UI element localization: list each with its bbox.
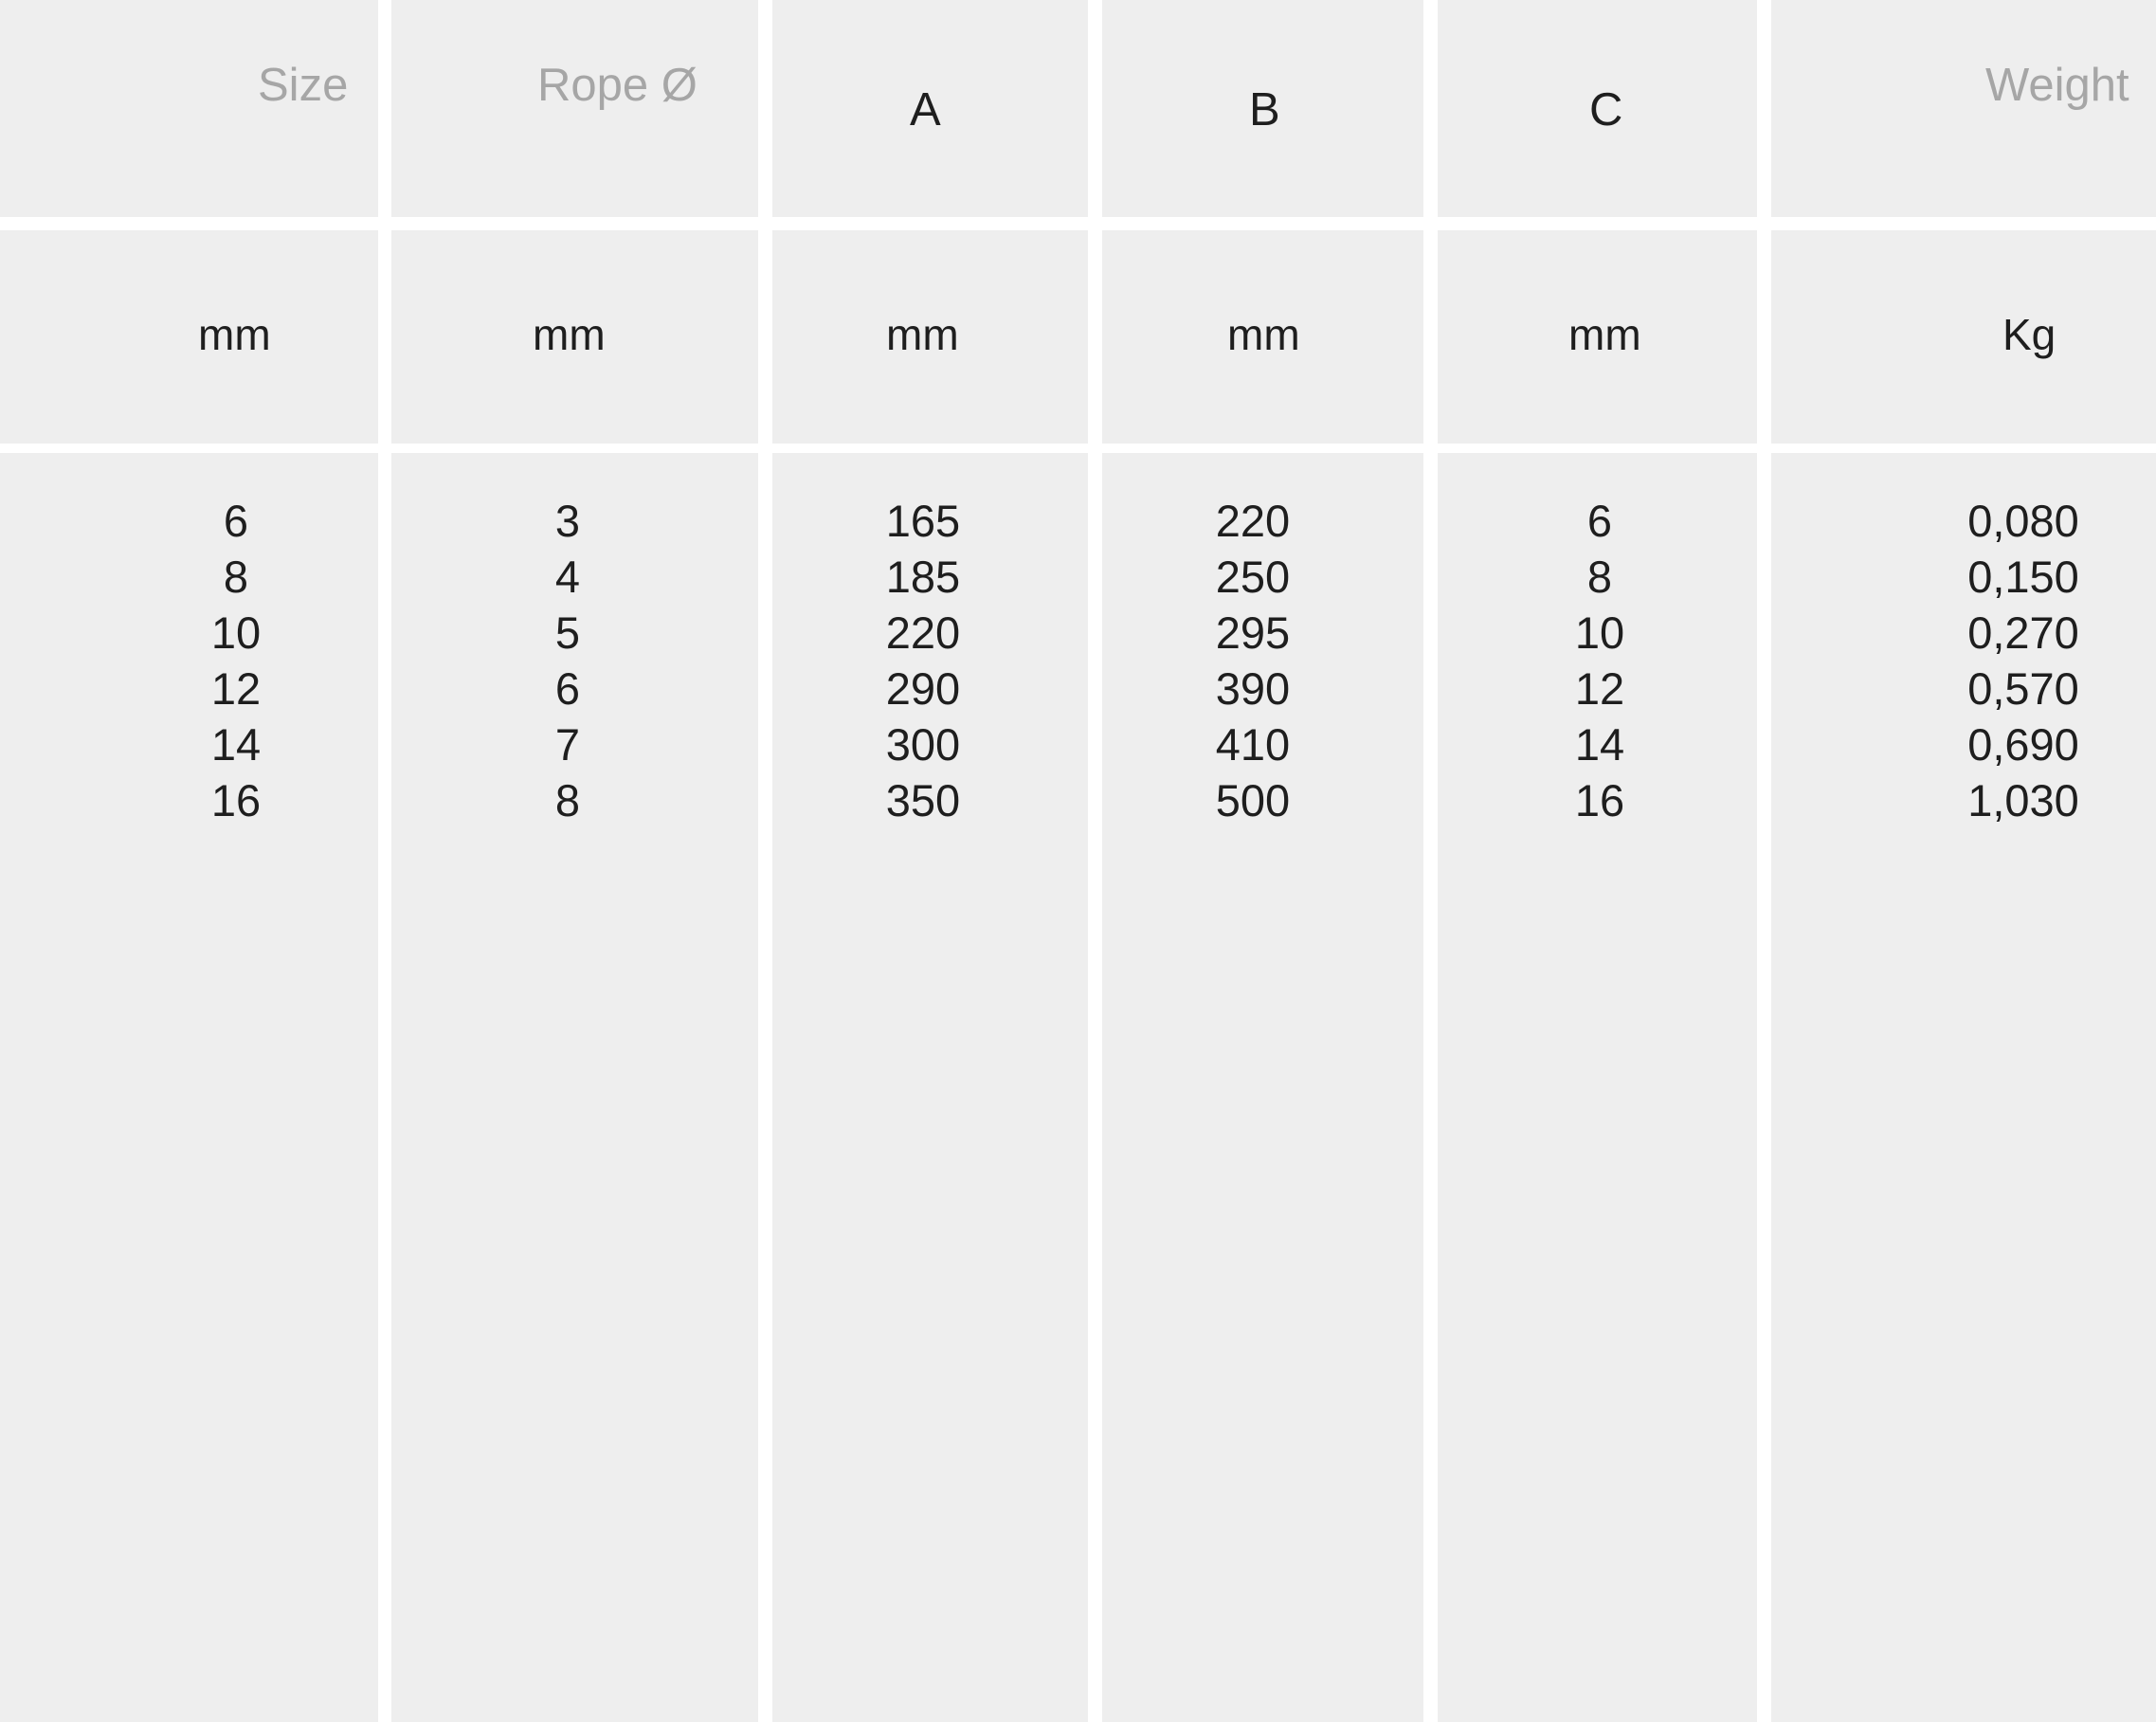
table-cell: 12 xyxy=(1574,663,1625,714)
table-cell: 6 xyxy=(1586,496,1613,546)
table-cell: 290 xyxy=(885,663,961,714)
column-c-values xyxy=(1552,493,1647,828)
table-cell: 250 xyxy=(1215,552,1291,602)
table-cell: 5 xyxy=(554,607,581,658)
table-cell: 16 xyxy=(1574,775,1625,825)
table-cell: 7 xyxy=(554,719,581,770)
column-a-values xyxy=(866,493,980,828)
table-cell: 0,270 xyxy=(1967,607,2079,658)
unit-weight: Kg xyxy=(2002,310,2056,359)
table-cell: 1,030 xyxy=(1967,775,2079,825)
table-cell: 4 xyxy=(554,552,581,602)
table-cell: 10 xyxy=(1574,607,1625,658)
column-size-values xyxy=(189,493,283,828)
table-cell: 6 xyxy=(554,663,581,714)
table-cell: 8 xyxy=(223,552,249,602)
table-cell: 12 xyxy=(210,663,262,714)
table-cell: 300 xyxy=(885,719,961,770)
header-a: A xyxy=(910,84,941,136)
unit-c: mm xyxy=(1568,310,1641,359)
unit-rope-diameter: mm xyxy=(533,310,606,359)
table-cell: 350 xyxy=(885,775,961,825)
table-cell: 500 xyxy=(1215,775,1291,825)
table-cell: 14 xyxy=(1574,719,1625,770)
table-cell: 410 xyxy=(1215,719,1291,770)
unit-b: mm xyxy=(1227,310,1300,359)
header-c: C xyxy=(1589,84,1623,136)
table-cell: 8 xyxy=(1586,552,1613,602)
header-weight: Weight xyxy=(1985,60,2129,111)
table-cell: 0,150 xyxy=(1967,552,2079,602)
table-cell: 14 xyxy=(210,719,262,770)
table-cell: 3 xyxy=(554,496,581,546)
header-b: B xyxy=(1249,84,1280,136)
column-weight-values xyxy=(1948,493,2099,828)
table-cell: 185 xyxy=(885,552,961,602)
table-cell: 0,570 xyxy=(1967,663,2079,714)
table-cell: 220 xyxy=(1215,496,1291,546)
table-cell: 0,690 xyxy=(1967,719,2079,770)
unit-size: mm xyxy=(198,310,271,359)
table-cell: 165 xyxy=(885,496,961,546)
unit-a: mm xyxy=(886,310,959,359)
unit-cell-size xyxy=(0,230,378,444)
table-cell: 10 xyxy=(210,607,262,658)
table-cell: 220 xyxy=(885,607,961,658)
column-b-values xyxy=(1196,493,1310,828)
table-cell: 8 xyxy=(554,775,581,825)
table-cell: 390 xyxy=(1215,663,1291,714)
header-rope-diameter: Rope Ø xyxy=(537,60,698,111)
table-cell: 295 xyxy=(1215,607,1291,658)
header-size: Size xyxy=(258,60,349,111)
table-cell: 16 xyxy=(210,775,262,825)
unit-cell-weight xyxy=(1771,230,2156,444)
column-rope-values xyxy=(520,493,615,828)
table-cell: 6 xyxy=(223,496,249,546)
table-cell: 0,080 xyxy=(1967,496,2079,546)
